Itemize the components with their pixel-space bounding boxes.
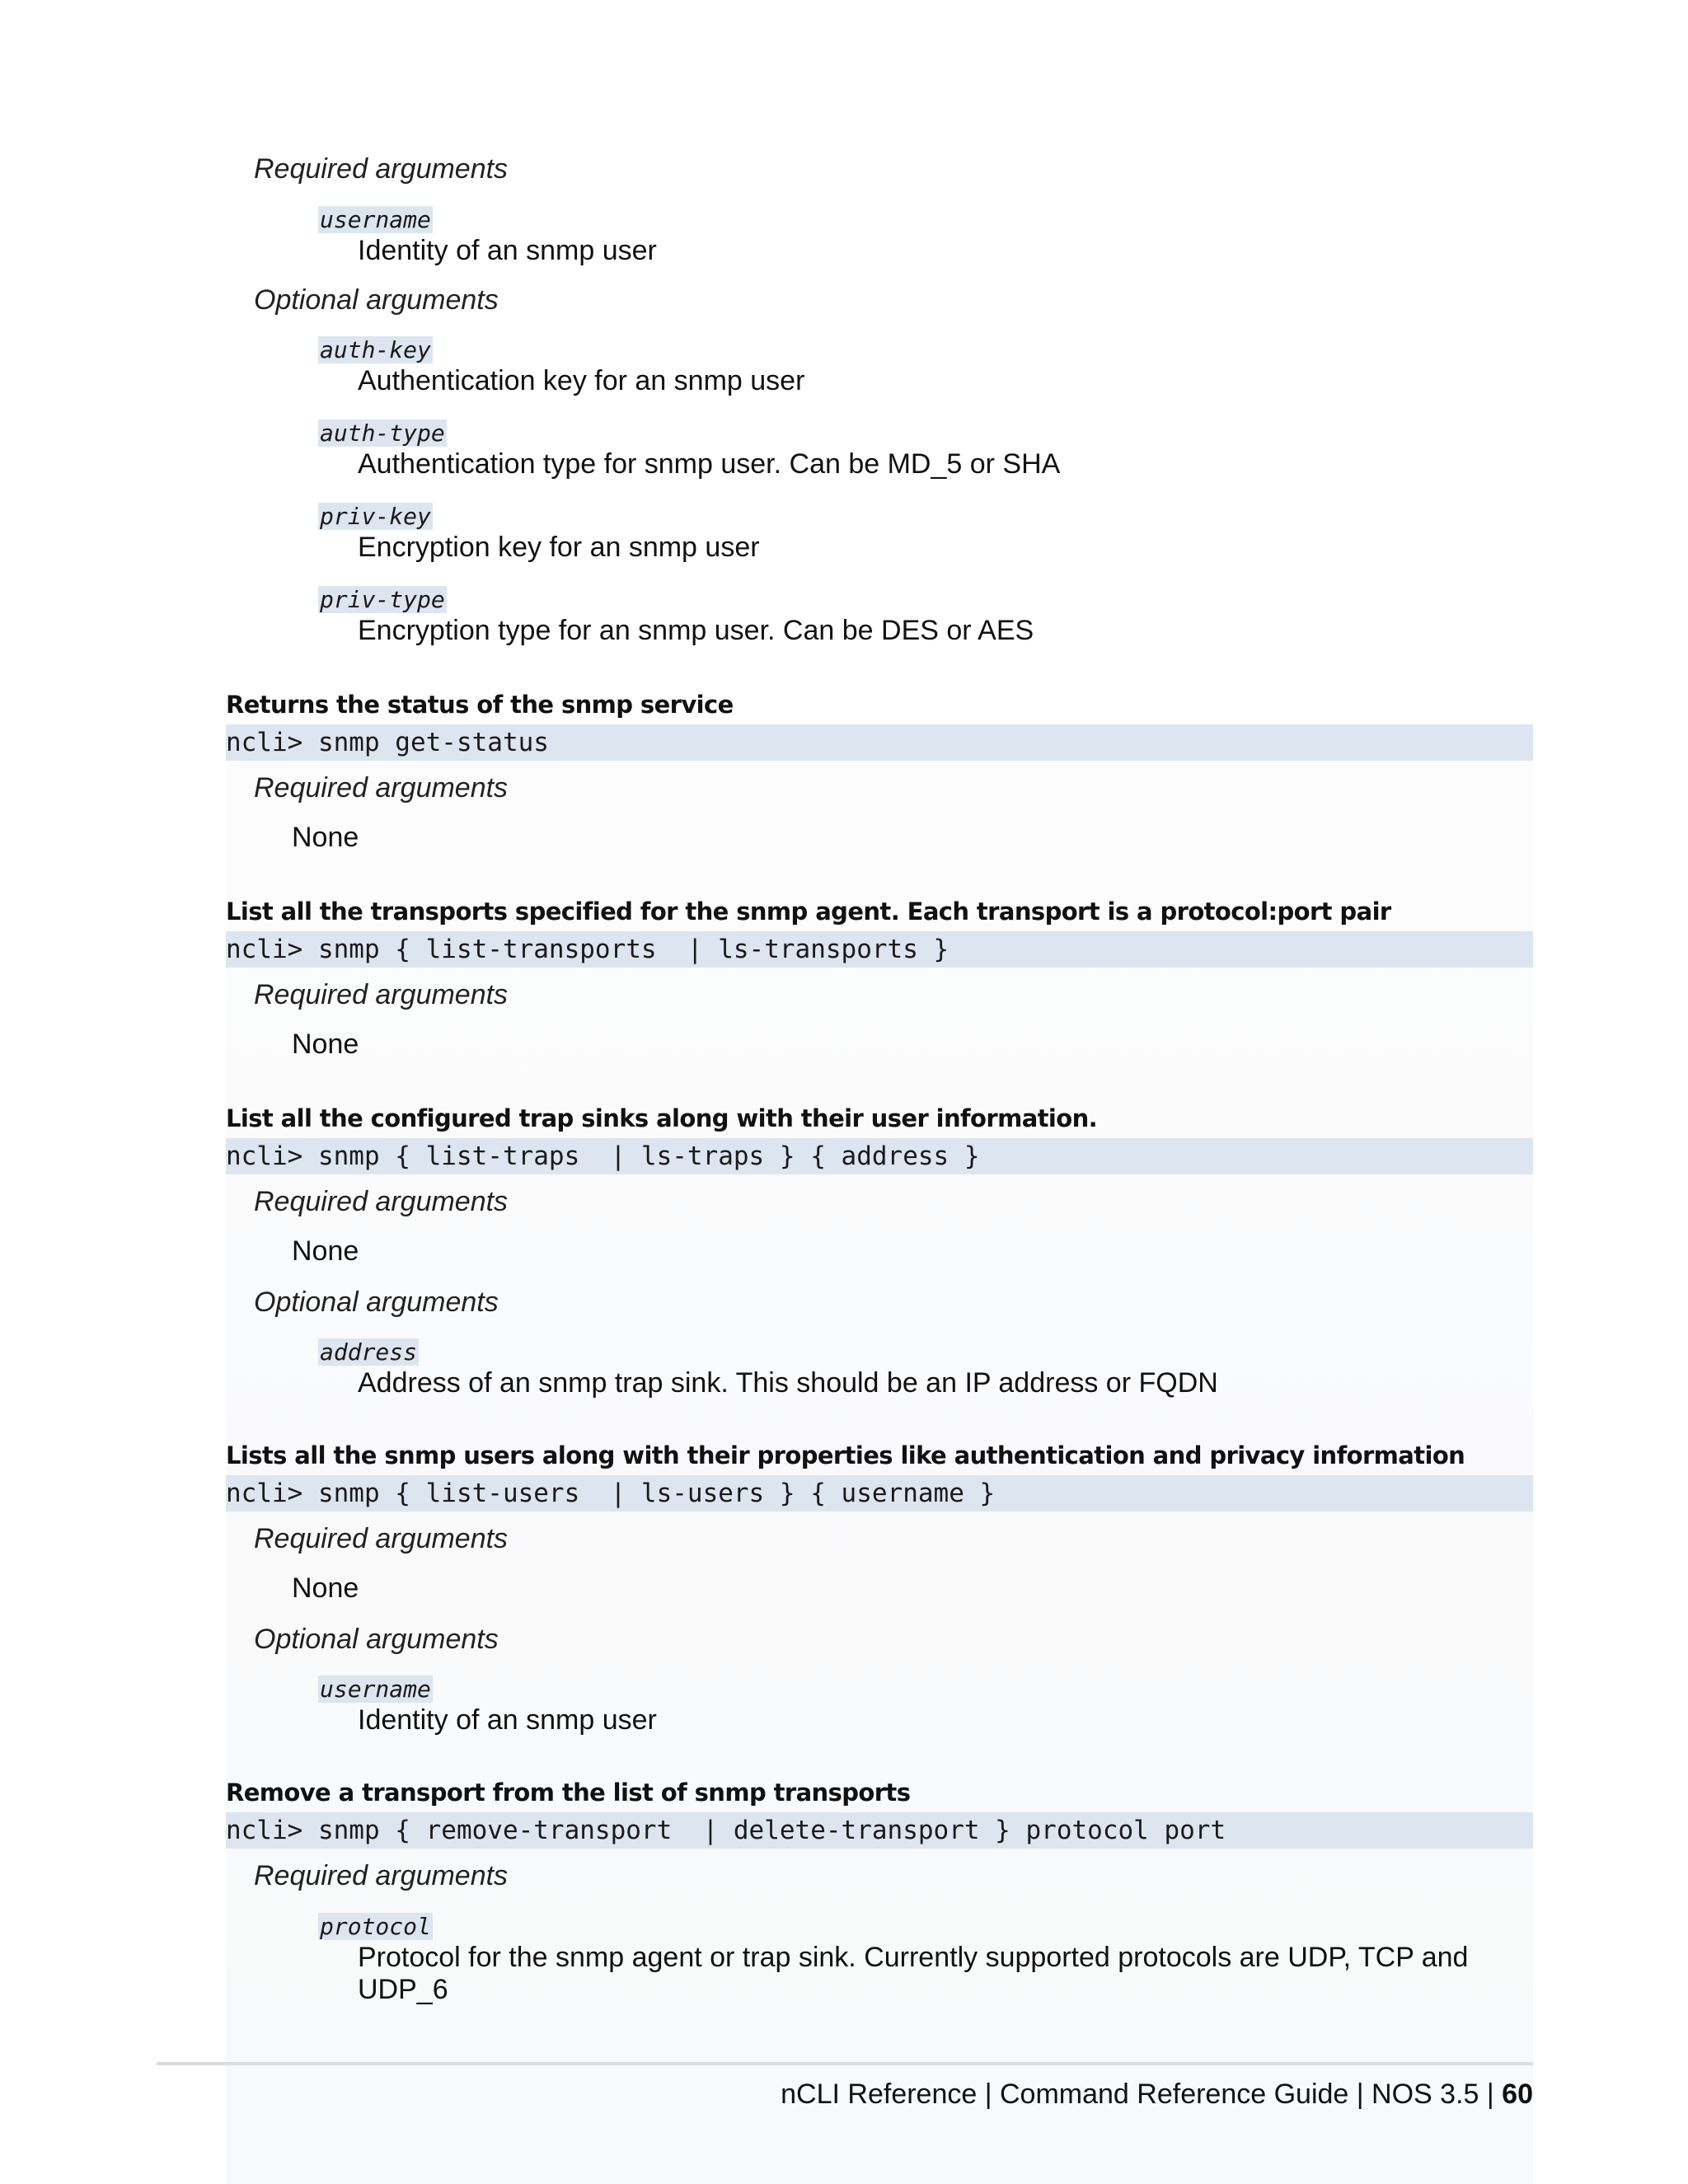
argument-name: username [320,1675,431,1703]
argument-name: username [320,206,431,233]
command-syntax: ncli> snmp { list-transports | ls-transports } [226,931,1533,968]
page-number: 60 [1502,2079,1533,2110]
argument-description: Protocol for the snmp agent or trap sink. Currently supported protocols are UDP, TCP and [358,1942,1469,1973]
command-syntax: ncli> snmp get-status [226,724,1533,761]
argument-description: Identity of an snmp user [358,1704,657,1736]
none-value: None [292,822,359,853]
section-heading: List all the transports specified for the snmp agent. Each transport is a protocol:port pair [226,898,1391,926]
argument-name: address [320,1338,418,1366]
none-value: None [292,1235,359,1267]
required-arguments-label: Required arguments [254,1523,509,1554]
argument-description: Authentication type for snmp user. Can be MD_5 or SHA [358,448,1061,480]
argument-description: Address of an snmp trap sink. This should be an IP address or FQDN [358,1367,1218,1399]
argument-name: priv-key [320,503,431,530]
argument-description: Authentication key for an snmp user [358,365,805,396]
argument-name: protocol [320,1913,431,1940]
argument-description-continued: UDP_6 [358,1974,448,2005]
section-heading: Remove a transport from the list of snmp transports [226,1779,911,1807]
command-syntax: ncli> snmp { list-users | ls-users } { username } [226,1475,1533,1511]
optional-arguments-label: Optional arguments [254,284,499,316]
none-value: None [292,1572,359,1604]
required-arguments-label: Required arguments [254,1860,509,1891]
argument-name: priv-type [320,586,445,613]
argument-description: Identity of an snmp user [358,235,657,266]
footer-divider [157,2062,1533,2065]
required-arguments-label: Required arguments [254,153,509,185]
required-arguments-label: Required arguments [254,979,509,1010]
section-heading: Lists all the snmp users along with their properties like authentication and privacy information [226,1441,1465,1469]
section-heading: List all the configured trap sinks along with their user information. [226,1104,1098,1132]
section-heading: Returns the status of the snmp service [226,691,734,719]
command-syntax: ncli> snmp { remove-transport | delete-transport } protocol port [226,1812,1533,1849]
footer-text: nCLI Reference | Command Reference Guide | NOS 3.5 | [781,2079,1503,2110]
command-syntax: ncli> snmp { list-traps | ls-traps } { address } [226,1138,1533,1174]
optional-arguments-label: Optional arguments [254,1624,499,1655]
page-footer [781,2079,1533,2111]
none-value: None [292,1029,359,1060]
optional-arguments-label: Optional arguments [254,1286,499,1318]
required-arguments-label: Required arguments [254,1186,509,1217]
argument-description: Encryption type for an snmp user. Can be DES or AES [358,615,1034,646]
argument-name: auth-key [320,336,431,363]
argument-name: auth-type [320,419,445,447]
argument-description: Encryption key for an snmp user [358,532,760,563]
required-arguments-label: Required arguments [254,772,509,804]
